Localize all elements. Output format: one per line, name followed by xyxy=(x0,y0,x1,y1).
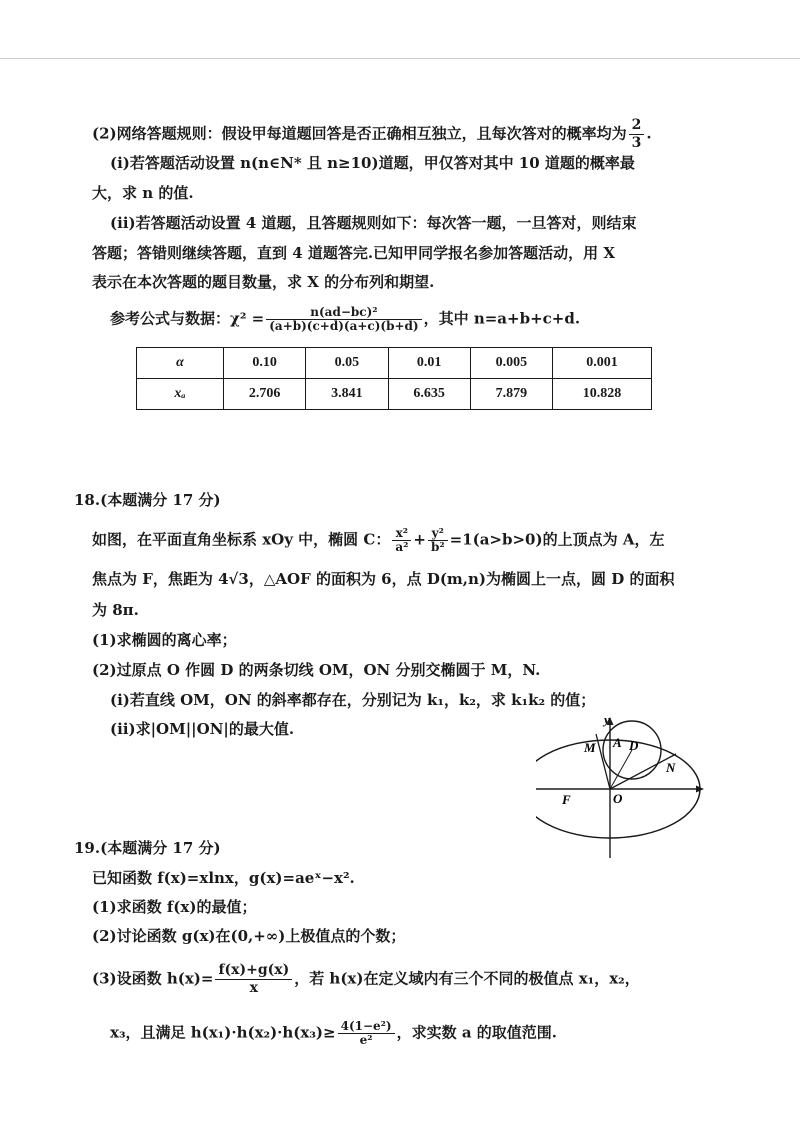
q17-part2-lead: (2)网络答题规则：假设甲每道题回答是否正确相互独立，且每次答对的概率均为 xyxy=(92,124,627,143)
q18-line1-post: =1(a>b>0)的上顶点为 A，左 xyxy=(449,530,665,549)
bound-fraction xyxy=(338,1020,395,1047)
table-cell: 10.828 xyxy=(553,379,652,410)
prob-tail: . xyxy=(646,124,652,143)
label-d: D xyxy=(629,738,639,753)
q19-line1: 已知函数 f(x)=xlnx，g(x)=aeˣ−x². xyxy=(92,869,355,887)
q19-line4-post: ，求实数 a 的取值范围. xyxy=(396,1023,557,1042)
table-row-header: α xyxy=(137,348,224,379)
q18-line1-pre: 如图，在平面直角坐标系 xOy 中，椭圆 C： xyxy=(92,530,391,549)
q19-line4-pre: x₃，且满足 h(x₁)·h(x₂)·h(x₃)≥ xyxy=(110,1023,336,1042)
q18-line2: 焦点为 F，焦距为 4√3，△AOF 的面积为 6，点 D(m,n)为椭圆上一点，圆 D 的面积 xyxy=(92,570,675,588)
x-den: a² xyxy=(395,540,409,554)
table-row-header: xₐ xyxy=(137,379,224,410)
label-y: y xyxy=(604,712,610,727)
q19-part3 xyxy=(92,962,640,997)
chi-square-table xyxy=(136,347,652,410)
y-den: b² xyxy=(430,540,445,554)
q17-part2-ii-line3: 表示在本次答题的题目数量，求 X 的分布列和期望. xyxy=(92,273,435,291)
q17-part2-i-line1: (ⅰ)若答题活动设置 n(n∈N* 且 n≥10)道题，甲仅答对其中 10 道题的概率最 xyxy=(110,154,635,172)
table-cell: 3.841 xyxy=(306,379,388,410)
table-cell: 0.01 xyxy=(388,348,470,379)
label-m: M xyxy=(584,740,596,755)
table-cell: 6.635 xyxy=(388,379,470,410)
label-f: F xyxy=(562,792,571,807)
prob-fraction xyxy=(629,117,645,152)
y-num: y² xyxy=(428,527,448,541)
table-row xyxy=(137,348,652,379)
x-fraction xyxy=(392,527,411,554)
q19-part2: (2)讨论函数 g(x)在(0,+∞)上极值点的个数； xyxy=(92,927,406,945)
table-cell: 2.706 xyxy=(224,379,306,410)
q19-line4 xyxy=(110,1020,557,1047)
table-cell: 0.001 xyxy=(553,348,652,379)
formula-lead: 参考公式与数据：χ² = xyxy=(110,309,265,328)
q18-part2-i: (ⅰ)若直线 OM，ON 的斜率都存在，分别记为 k₁，k₂，求 k₁k₂ 的值； xyxy=(110,691,596,709)
q19-part3-post: ，若 h(x)在定义域内有三个不同的极值点 x₁，x₂， xyxy=(294,969,640,988)
table-cell: 0.10 xyxy=(224,348,306,379)
q19-part1: (1)求函数 f(x)的最值； xyxy=(92,898,257,916)
table-row xyxy=(137,379,652,410)
h-den: x xyxy=(249,980,259,996)
prob-den: 3 xyxy=(631,135,642,151)
h-num: f(x)+g(x) xyxy=(215,962,292,980)
q17-part2-i-line2: 大，求 n 的值. xyxy=(92,184,194,202)
ellipse-figure xyxy=(536,712,706,862)
table-cell: 7.879 xyxy=(470,379,552,410)
chi-square-fraction xyxy=(266,306,421,333)
table-cell: 0.05 xyxy=(306,348,388,379)
q18-header: 18.(本题满分 17 分) xyxy=(74,491,221,509)
y-fraction xyxy=(428,527,448,554)
top-margin-strip xyxy=(0,0,800,59)
x-num: x² xyxy=(392,527,411,541)
q19-header: 19.(本题满分 17 分) xyxy=(74,839,221,857)
q18-line3: 为 8π. xyxy=(92,601,139,619)
label-n: N xyxy=(666,760,676,775)
formula-tail: ，其中 n=a+b+c+d. xyxy=(423,309,581,328)
q17-part2-ii-line1: (ⅱ)若答题活动设置 4 道题，且答题规则如下：每次答一题，一旦答对，则结束 xyxy=(110,214,637,232)
bound-den: e² xyxy=(359,1033,373,1047)
prob-num: 2 xyxy=(629,117,645,135)
bound-num: 4(1−e²) xyxy=(338,1020,395,1034)
h-fraction xyxy=(215,962,292,997)
q18-part2-ii: (ⅱ)求|OM||ON|的最大值. xyxy=(110,720,295,738)
q18-part1: (1)求椭圆的离心率； xyxy=(92,631,237,649)
q18-line1 xyxy=(92,527,664,554)
label-o: O xyxy=(613,791,623,806)
q17-part2-line xyxy=(92,117,652,152)
q18-part2: (2)过原点 O 作圆 D 的两条切线 OM，ON 分别交椭圆于 M，N. xyxy=(92,661,541,679)
q19-part3-pre: (3)设函数 h(x)= xyxy=(92,969,214,988)
label-a: A xyxy=(613,735,622,750)
q17-part2-ii-line2: 答题；答错则继续答题，直到 4 道题答完.已知甲同学报名参加答题活动，用 X xyxy=(92,244,615,262)
plus-sign: + xyxy=(413,530,426,549)
reference-formula xyxy=(110,306,580,333)
formula-numerator: n(ad−bc)² xyxy=(266,306,421,320)
line-om xyxy=(596,734,610,789)
formula-denominator: (a+b)(c+d)(a+c)(b+d) xyxy=(269,319,419,333)
table-cell: 0.005 xyxy=(470,348,552,379)
